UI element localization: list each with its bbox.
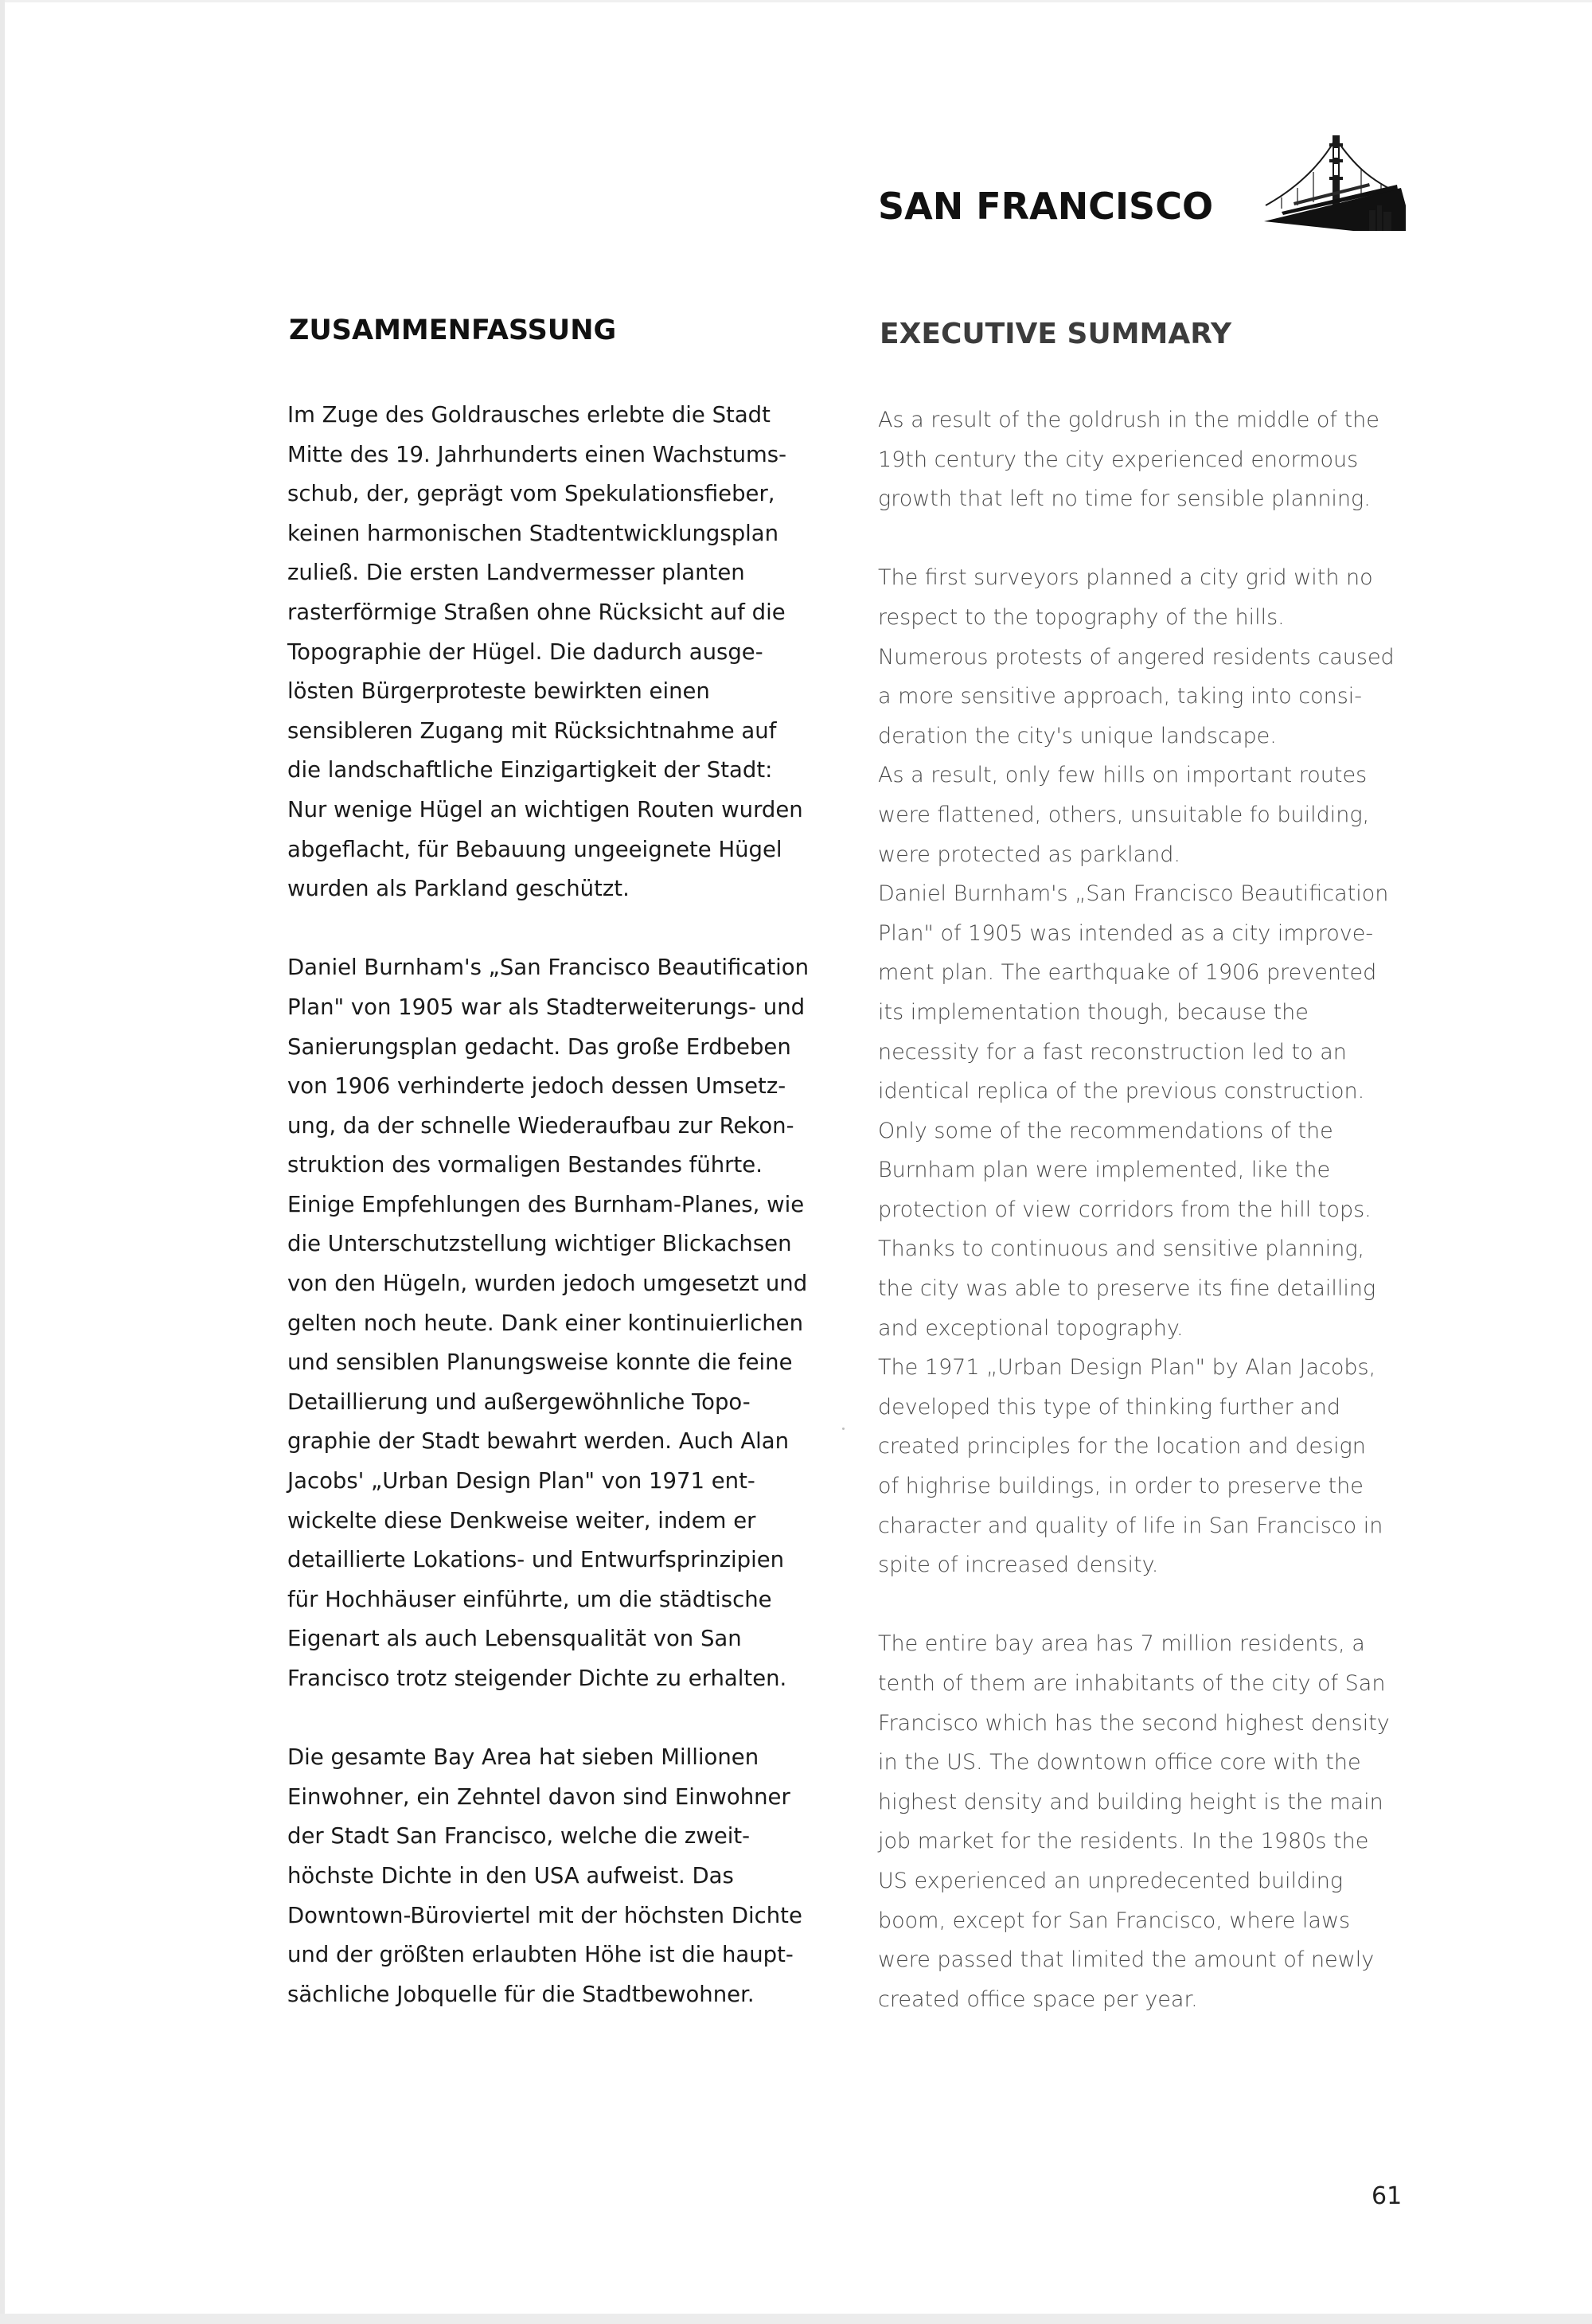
text-line: boom, except for San Francisco, where laws: [878, 1908, 1351, 1933]
text-line: highest density and building height is the main: [878, 1789, 1383, 1814]
text-line: struktion des vormaligen Bestandes führte.: [287, 1152, 763, 1178]
text-line: Die gesamte Bay Area hat sieben Millionen: [287, 1744, 759, 1771]
text-line: rasterförmige Straßen ohne Rücksicht auf die: [287, 599, 786, 625]
text-line: respect to the topography of the hills.: [878, 604, 1285, 630]
text-line: The 1971 „Urban Design Plan" by Alan Jacobs,: [878, 1355, 1376, 1381]
text-line: Einwohner, ein Zehntel davon sind Einwohner: [287, 1783, 790, 1810]
text-line: protection of view corridors from the hill tops.: [878, 1197, 1372, 1222]
text-line: identical replica of the previous construction.: [878, 1079, 1365, 1104]
text-line: job market for the residents. In the 1980s the: [878, 1829, 1369, 1854]
text-line: detaillierte Lokations- und Entwurfsprinzipien: [287, 1547, 785, 1573]
text-line: die Unterschutzstellung wichtiger Blickachsen: [287, 1231, 792, 1257]
text-line: As a result of the goldrush in the middle of the: [878, 408, 1379, 432]
text-line: were protected as parkland.: [878, 842, 1181, 867]
text-line: its implementation though, because the: [878, 999, 1309, 1025]
text-line: of highrise buildings, in order to preserve the: [878, 1474, 1364, 1499]
page-bottom-edge: [0, 2314, 1592, 2324]
scan-speck: [842, 1428, 845, 1430]
text-line: As a result, only few hills on important routes: [878, 763, 1368, 788]
text-line: Sanierungsplan gedacht. Das große Erdbeben: [287, 1033, 791, 1060]
text-line: Detaillierung und außergewöhnliche Topo-: [287, 1389, 751, 1415]
text-line: the city was able to preserve its fine detailling: [878, 1276, 1376, 1302]
text-line: von 1906 verhinderte jedoch dessen Umsetz-: [287, 1073, 786, 1100]
text-line: Plan" von 1905 war als Stadterweiterungs- und: [287, 994, 806, 1020]
text-line: tenth of them are inhabitants of the city of San: [878, 1671, 1386, 1696]
page-top-edge: [0, 0, 1592, 2]
page-left-edge: [0, 0, 5, 2324]
text-line: schub, der, geprägt vom Spekulationsfieber,: [287, 481, 775, 507]
text-line: Francisco which has the second highest density: [878, 1710, 1390, 1736]
text-line: US experienced an unpredecented building: [878, 1868, 1344, 1893]
text-line: Only some of the recommendations of the: [878, 1118, 1333, 1143]
text-line: ment plan. The earthquake of 1906 prevented: [878, 960, 1377, 986]
text-line: created office space per year.: [878, 1986, 1198, 2012]
text-line: The first surveyors planned a city grid with no: [878, 565, 1373, 591]
heading-executive-summary: EXECUTIVE SUMMARY: [880, 318, 1232, 350]
text-line: ung, da der schnelle Wiederaufbau zur Rekon-: [287, 1112, 794, 1139]
text-line: und der größten erlaubten Höhe ist die haupt-: [287, 1942, 794, 1968]
text-line: sächliche Jobquelle für die Stadtbewohner.: [287, 1981, 755, 2007]
text-line: gelten noch heute. Dank einer kontinuierlichen: [287, 1310, 803, 1336]
text-line: Topographie der Hügel. Die dadurch ausge-: [287, 639, 763, 665]
text-line: und sensiblen Planungsweise konnte die feine: [287, 1349, 793, 1376]
text-line: Daniel Burnham's „San Francisco Beautification: [287, 955, 810, 981]
english-paragraph-2: [878, 558, 1451, 1584]
english-paragraph-3: [878, 1624, 1451, 2019]
text-line: were flattened, others, unsuitable fo building,: [878, 802, 1370, 827]
text-line: zuließ. Die ersten Landvermesser planten: [287, 560, 745, 586]
text-line: in the US. The downtown office core with the: [878, 1750, 1361, 1775]
text-line: abgeflacht, für Bebauung ungeeignete Hügel: [287, 836, 782, 862]
heading-zusammenfassung: ZUSAMMENFASSUNG: [289, 314, 617, 346]
text-line: graphie der Stadt bewahrt werden. Auch Alan: [287, 1428, 790, 1455]
text-line: created principles for the location and design: [878, 1434, 1366, 1459]
text-line: Nur wenige Hügel an wichtigen Routen wurden: [287, 796, 803, 822]
paragraph-gap: [287, 909, 845, 949]
english-paragraph-1: [878, 400, 1451, 519]
text-line: The entire bay area has 7 million residents, a: [878, 1631, 1365, 1657]
text-line: a more sensitive approach, taking into consi-: [878, 684, 1363, 709]
text-line: Daniel Burnham's „San Francisco Beautification: [878, 881, 1389, 907]
page-title: SAN FRANCISCO: [878, 185, 1214, 228]
text-line: deration the city's unique landscape.: [878, 723, 1277, 748]
text-line: Im Zuge des Goldrausches erlebte die Stadt: [287, 402, 771, 428]
text-line: die landschaftliche Einzigartigkeit der Stadt:: [287, 757, 773, 783]
text-line: der Stadt San Francisco, welche die zweit-: [287, 1823, 751, 1849]
text-line: wurden als Parkland geschützt.: [287, 876, 630, 902]
golden-gate-bridge-icon: [1250, 132, 1409, 236]
text-line: necessity for a fast reconstruction led to an: [878, 1039, 1347, 1064]
text-line: character and quality of life in San Francisco in: [878, 1513, 1383, 1538]
text-line: Mitte des 19. Jahrhunderts einen Wachstums-: [287, 441, 787, 467]
text-line: für Hochhäuser einführte, um die städtische: [287, 1586, 772, 1612]
german-summary-column: [287, 396, 845, 2014]
text-line: Jacobs' „Urban Design Plan" von 1971 ent-: [287, 1468, 755, 1494]
paragraph-gap: [878, 1585, 1451, 1625]
text-line: 19th century the city experienced enormous: [878, 447, 1359, 472]
paragraph-gap: [287, 1699, 845, 1739]
text-line: sensibleren Zugang mit Rücksichtnahme auf: [287, 717, 777, 744]
text-line: Eigenart als auch Lebensqualität von San: [287, 1626, 742, 1652]
text-line: spite of increased density.: [878, 1553, 1159, 1578]
german-paragraph-3: [287, 1738, 845, 2014]
text-line: wickelte diese Denkweise weiter, indem er: [287, 1507, 756, 1533]
text-line: Burnham plan were implemented, like the: [878, 1158, 1331, 1183]
text-line: were passed that limited the amount of newly: [878, 1947, 1375, 1973]
text-line: Thanks to continuous and sensitive planning,: [878, 1236, 1365, 1262]
text-line: Plan" of 1905 was intended as a city improve-: [878, 920, 1374, 946]
text-line: growth that left no time for sensible planning.: [878, 486, 1371, 512]
text-line: lösten Bürgerproteste bewirkten einen: [287, 678, 710, 705]
english-summary-column: [878, 400, 1451, 2019]
text-line: and exceptional topography.: [878, 1315, 1184, 1341]
text-line: Francisco trotz steigender Dichte zu erhalten.: [287, 1666, 787, 1691]
german-paragraph-2: [287, 948, 845, 1698]
text-line: keinen harmonischen Stadtentwicklungsplan: [287, 520, 779, 546]
text-line: von den Hügeln, wurden jedoch umgesetzt und: [287, 1271, 808, 1297]
text-line: Downtown-Büroviertel mit der höchsten Dichte: [287, 1902, 802, 1928]
text-line: Einige Empfehlungen des Burnham-Planes, wie: [287, 1191, 805, 1217]
text-line: höchste Dichte in den USA aufweist. Das: [287, 1862, 734, 1888]
text-line: Numerous protests of angered residents caused: [878, 644, 1395, 670]
german-paragraph-1: [287, 396, 845, 909]
paragraph-gap: [878, 519, 1451, 559]
text-line: developed this type of thinking further and: [878, 1394, 1341, 1420]
page-number: 61: [1372, 2182, 1403, 2210]
